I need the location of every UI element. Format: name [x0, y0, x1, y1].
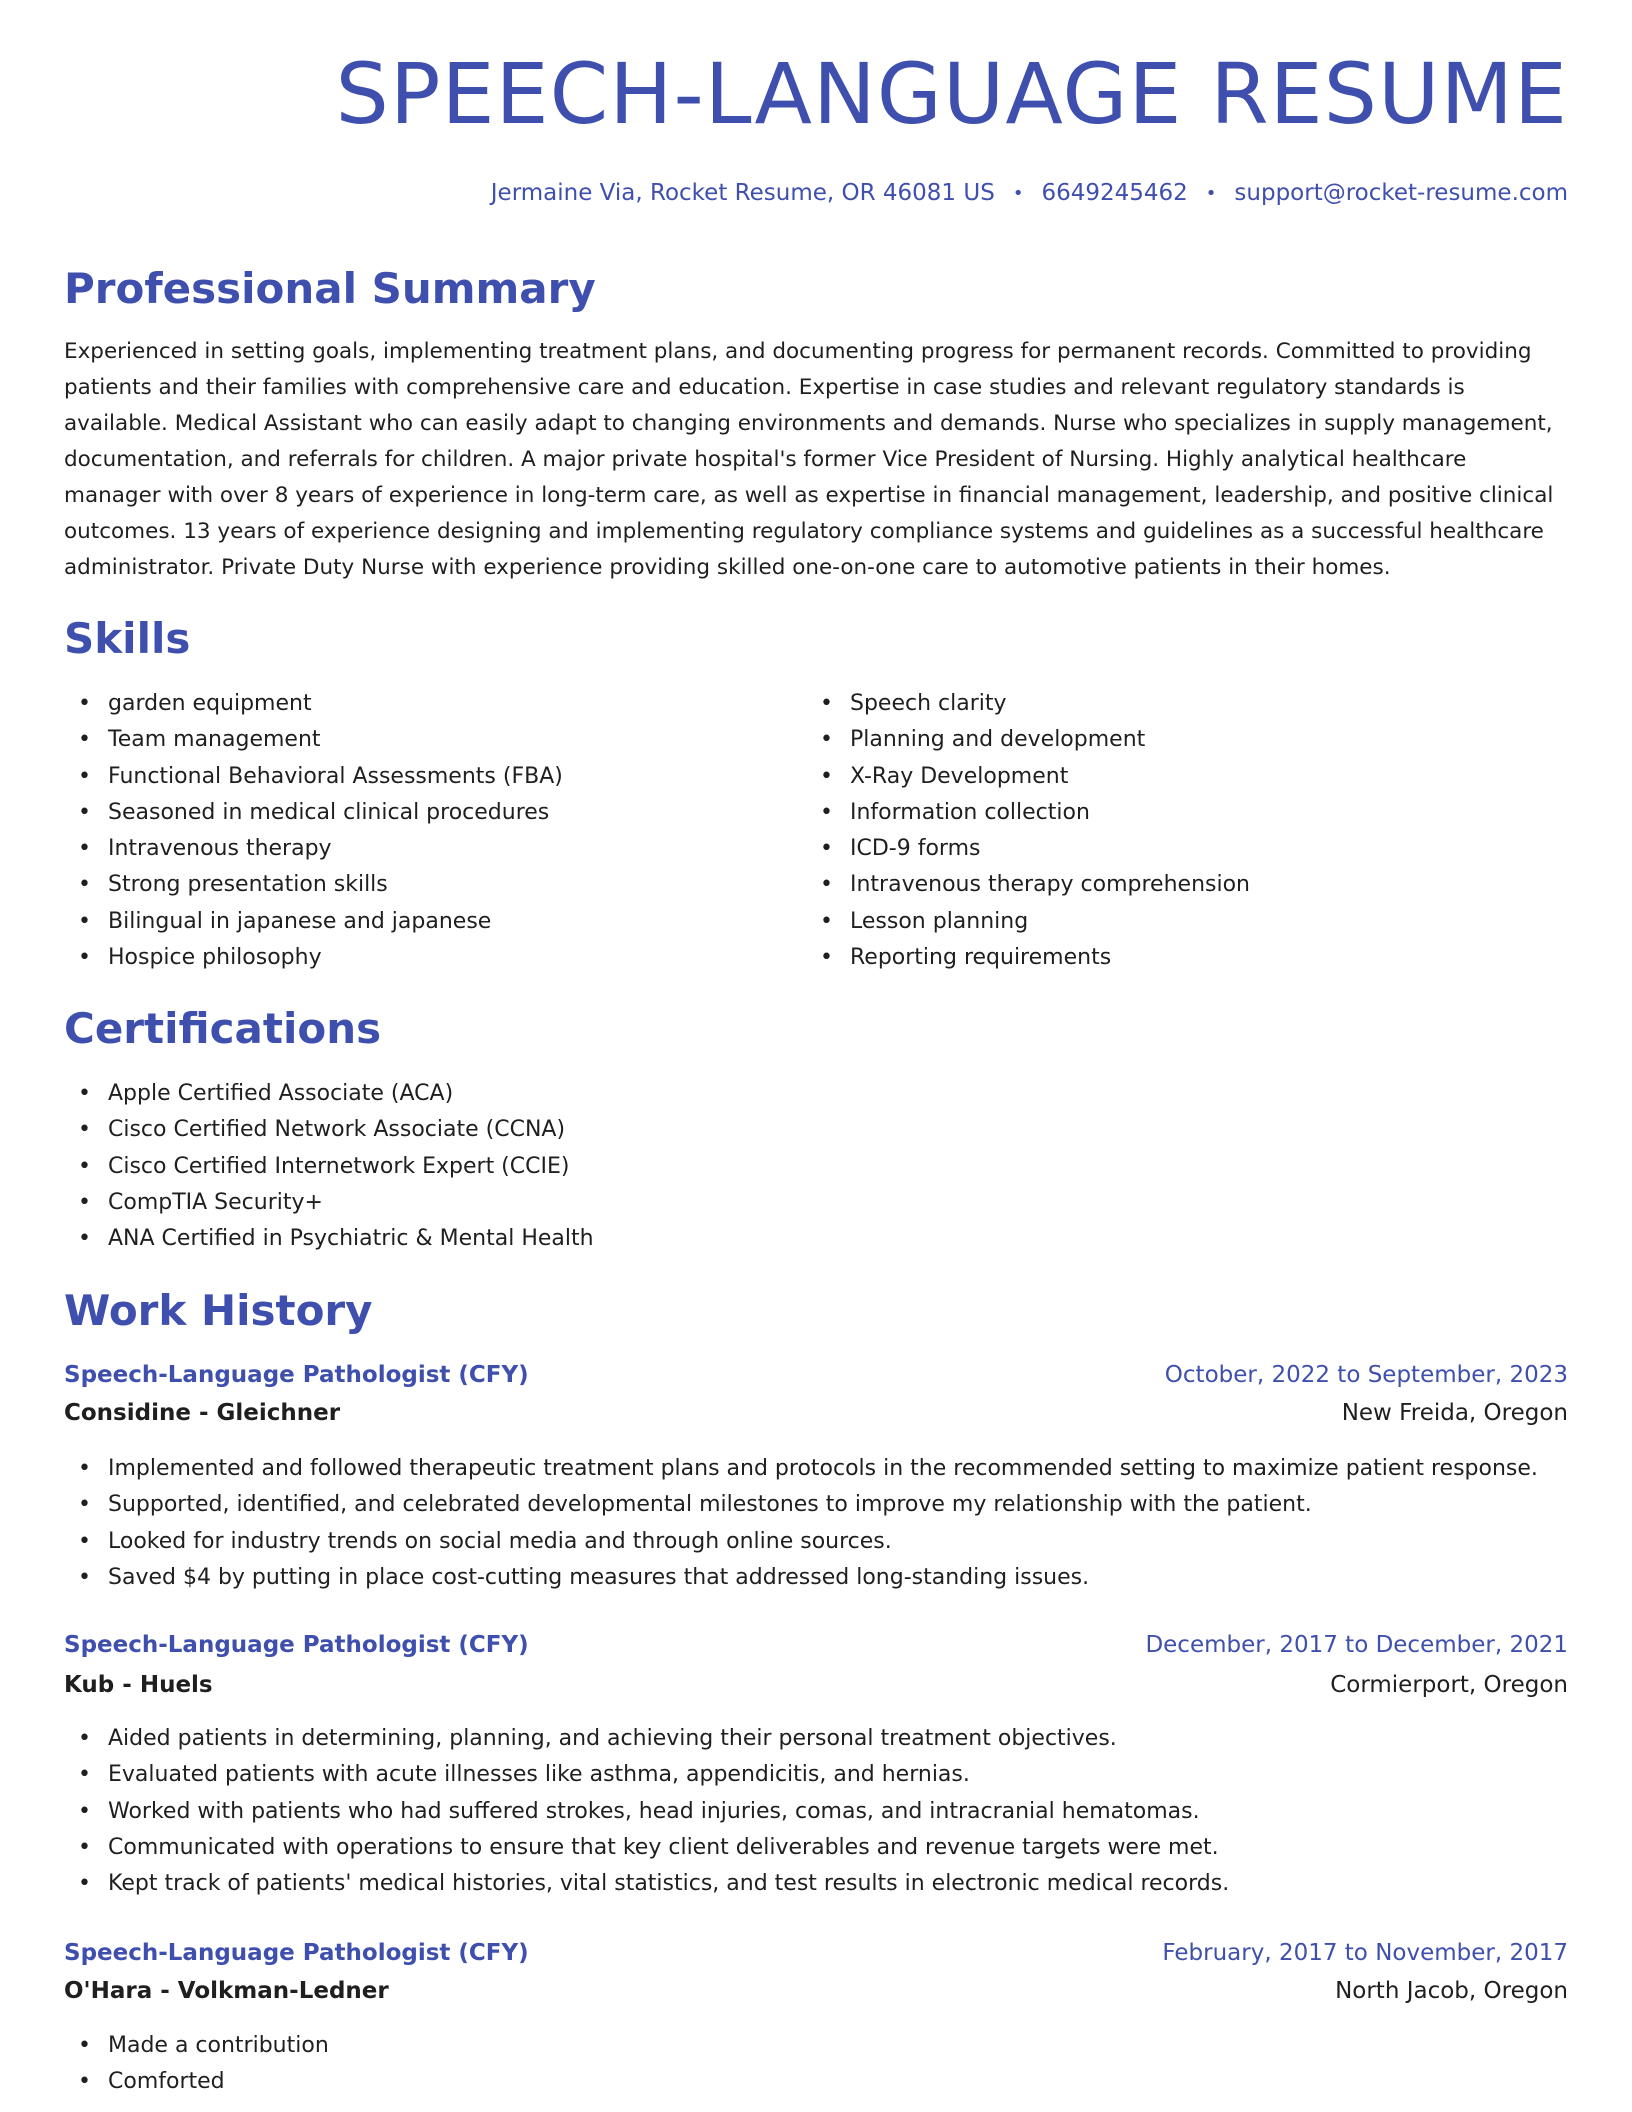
skill-item: • Planning and development [806, 722, 1250, 758]
contact-address: Jermaine Via, Rocket Resume, OR 46081 US [490, 180, 995, 206]
job-title: Speech-Language Pathologist (CFY) [64, 1362, 529, 1388]
skill-item: • Hospice philosophy [64, 940, 563, 976]
certifications-heading: Certifications [64, 1004, 382, 1053]
certifications-list [64, 1076, 594, 1257]
skill-item: • X-Ray Development [806, 759, 1250, 795]
skill-item: • Strong presentation skills [64, 867, 563, 903]
skill-item: • garden equipment [64, 686, 563, 722]
resume-page [64, 0, 1568, 2112]
job-bullets [64, 2028, 329, 2101]
skills-list-left [64, 686, 563, 976]
job-bullet: • Aided patients in determining, planning, and achieving their personal treatment objectives. [64, 1721, 1229, 1757]
work-history-heading: Work History [64, 1286, 373, 1335]
skill-item: • ICD-9 forms [806, 831, 1250, 867]
contact-email[interactable]: support@rocket-resume.com [1234, 180, 1568, 206]
certification-item: • Apple Certified Associate (ACA) [64, 1076, 594, 1112]
summary-heading: Professional Summary [64, 264, 596, 313]
job-title: Speech-Language Pathologist (CFY) [64, 1632, 529, 1658]
job-bullet: • Looked for industry trends on social media and through online sources. [64, 1524, 1538, 1560]
contact-line [491, 180, 1568, 206]
resume-title: SPEECH-LANGUAGE RESUME [335, 45, 1568, 143]
job-bullet: • Kept track of patients' medical histories, vital statistics, and test results in electronic medical records. [64, 1866, 1229, 1902]
skill-item: • Seasoned in medical clinical procedures [64, 795, 563, 831]
job-location: Cormierport, Oregon [1330, 1672, 1568, 1698]
job-company: Considine - Gleichner [64, 1400, 341, 1426]
separator-dot: • [1012, 182, 1024, 204]
skill-item: • Team management [64, 722, 563, 758]
summary-text: Experienced in setting goals, implementing treatment plans, and documenting progress for permanent records. Committed to providing patients and their families with comprehensive care and education. Expertise in case studies and relevant regulatory standards is available. Medical Assistant who can easily adapt to changing environments and demands. Nurse who specializes in supply management, documentation, and referrals for children. A major private hospital's former Vice President of Nursing. Highly analytical healthcare manager with over 8 years of experience in long-term care, as well as expertise in financial management, leadership, and positive clinical outcomes. 13 years of experience designing and implementing regulatory compliance systems and guidelines as a successful healthcare administrator. Private Duty Nurse with experience providing skilled one-on-one care to automotive patients in their homes. [64, 339, 1554, 580]
job-bullet: • Worked with patients who had suffered strokes, head injuries, comas, and intracranial hematomas. [64, 1794, 1229, 1830]
skill-item: • Intravenous therapy comprehension [806, 867, 1250, 903]
job-bullets [64, 1721, 1229, 1902]
certification-item: • CompTIA Security+ [64, 1185, 594, 1221]
skill-item: • Speech clarity [806, 686, 1250, 722]
skill-item: • Reporting requirements [806, 940, 1250, 976]
job-location: New Freida, Oregon [1341, 1400, 1568, 1426]
separator-dot: • [1205, 182, 1217, 204]
certification-item: • ANA Certified in Psychiatric & Mental Health [64, 1221, 594, 1257]
job-bullet: • Made a contribution [64, 2028, 329, 2064]
skill-item: • Intravenous therapy [64, 831, 563, 867]
job-bullet: • Implemented and followed therapeutic treatment plans and protocols in the recommended setting to maximize patient response. [64, 1451, 1538, 1487]
contact-phone: 6649245462 [1041, 180, 1188, 206]
skill-item: • Functional Behavioral Assessments (FBA) [64, 759, 563, 795]
job-bullet: • Communicated with operations to ensure that key client deliverables and revenue targets were met. [64, 1830, 1229, 1866]
job-dates: October, 2022 to September, 2023 [1164, 1362, 1568, 1388]
job-dates: December, 2017 to December, 2021 [1145, 1632, 1568, 1658]
skills-heading: Skills [64, 614, 191, 663]
job-bullet: • Saved $4 by putting in place cost-cutting measures that addressed long-standing issues. [64, 1560, 1538, 1596]
job-bullet: • Comforted [64, 2064, 329, 2100]
job-bullet: • Supported, identified, and celebrated developmental milestones to improve my relationship with the patient. [64, 1487, 1538, 1523]
skills-list-right [806, 686, 1250, 976]
skill-item: • Bilingual in japanese and japanese [64, 904, 563, 940]
job-bullets [64, 1451, 1538, 1596]
job-title: Speech-Language Pathologist (CFY) [64, 1940, 529, 1966]
job-company: O'Hara - Volkman-Ledner [64, 1978, 389, 2004]
skill-item: • Lesson planning [806, 904, 1250, 940]
skill-item: • Information collection [806, 795, 1250, 831]
certification-item: • Cisco Certified Internetwork Expert (CCIE) [64, 1149, 594, 1185]
certification-item: • Cisco Certified Network Associate (CCNA) [64, 1112, 594, 1148]
job-location: North Jacob, Oregon [1335, 1978, 1568, 2004]
job-dates: February, 2017 to November, 2017 [1162, 1940, 1568, 1966]
job-bullet: • Evaluated patients with acute illnesses like asthma, appendicitis, and hernias. [64, 1757, 1229, 1793]
job-company: Kub - Huels [64, 1672, 213, 1698]
